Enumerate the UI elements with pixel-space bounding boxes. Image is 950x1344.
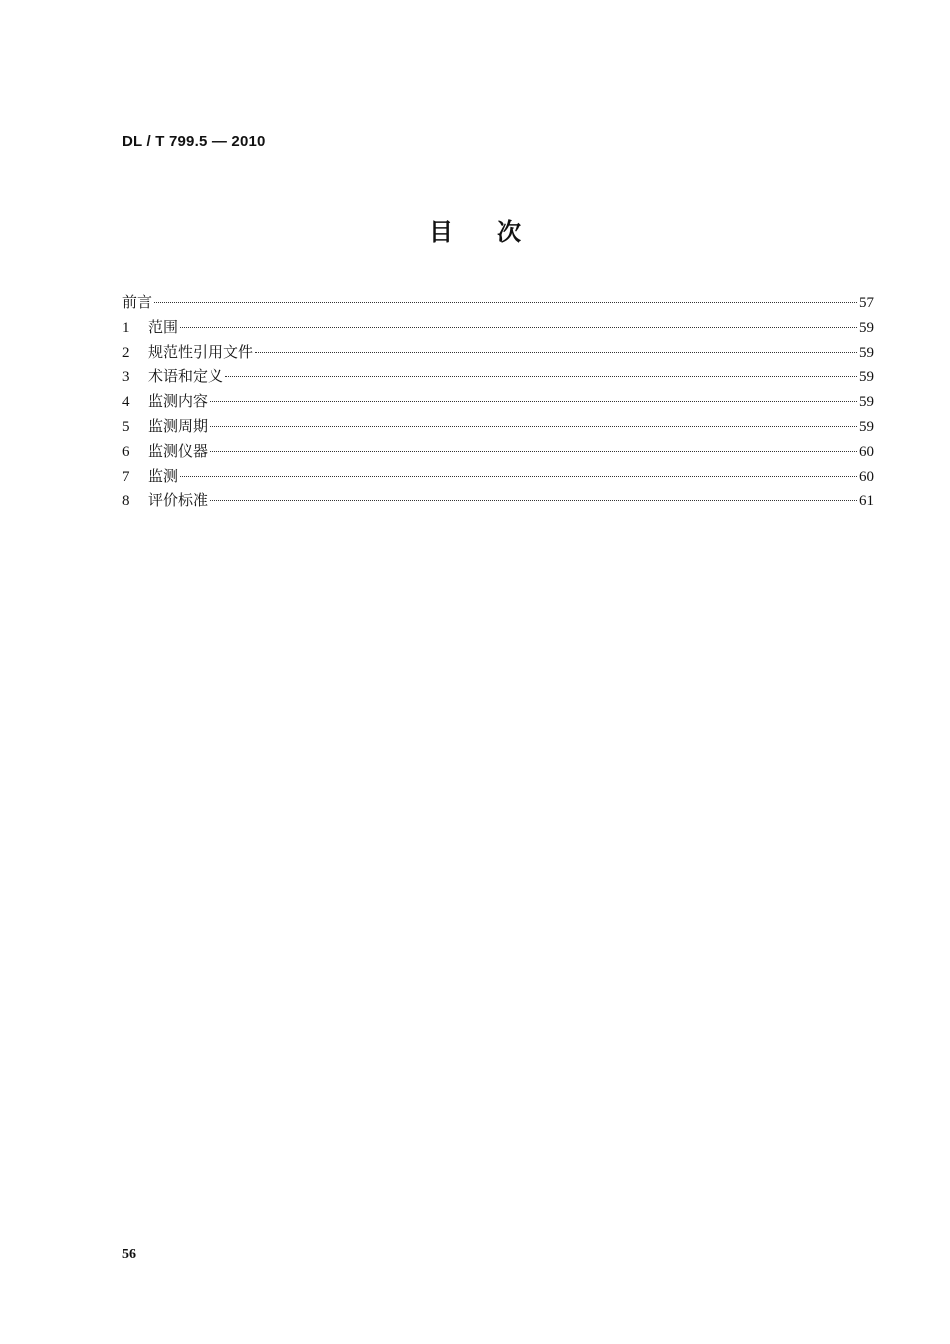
toc-label: 前言 bbox=[122, 293, 153, 311]
toc-label: 监测仪器 bbox=[148, 441, 209, 460]
toc-page-number: 60 bbox=[859, 468, 874, 485]
toc-page-number: 59 bbox=[859, 369, 874, 386]
toc-leader-dots bbox=[210, 401, 857, 402]
toc-entry-foreword[interactable] bbox=[122, 292, 874, 317]
toc-number: 4 bbox=[122, 394, 130, 411]
toc-number: 2 bbox=[122, 344, 130, 361]
toc-entry-8[interactable] bbox=[122, 490, 874, 515]
footer-page-number: 56 bbox=[122, 1247, 136, 1262]
toc-label: 评价标准 bbox=[148, 491, 209, 510]
toc-number: 8 bbox=[122, 493, 130, 510]
table-of-contents bbox=[122, 292, 874, 515]
toc-entry-2[interactable] bbox=[122, 342, 874, 367]
toc-leader-dots bbox=[225, 376, 857, 377]
toc-number: 3 bbox=[122, 369, 130, 386]
toc-page-number: 60 bbox=[859, 443, 874, 460]
toc-page-number: 59 bbox=[859, 418, 874, 435]
toc-page-number: 59 bbox=[859, 319, 874, 336]
toc-label: 术语和定义 bbox=[148, 367, 224, 386]
title-part-2: 次 bbox=[497, 218, 521, 246]
toc-number: 1 bbox=[122, 319, 130, 336]
toc-leader-dots bbox=[255, 352, 857, 353]
toc-number: 5 bbox=[122, 418, 130, 435]
toc-entry-4[interactable] bbox=[122, 391, 874, 416]
toc-page-number: 57 bbox=[859, 295, 874, 311]
toc-label: 监测 bbox=[148, 466, 179, 485]
toc-entry-3[interactable] bbox=[122, 366, 874, 391]
toc-label: 监测周期 bbox=[148, 416, 209, 435]
toc-entry-5[interactable] bbox=[122, 416, 874, 441]
toc-label: 规范性引用文件 bbox=[148, 342, 254, 361]
toc-entry-1[interactable] bbox=[122, 317, 874, 342]
toc-entry-6[interactable] bbox=[122, 441, 874, 466]
toc-leader-dots bbox=[210, 451, 857, 452]
toc-leader-dots bbox=[210, 500, 857, 501]
toc-entry-7[interactable] bbox=[122, 466, 874, 491]
toc-leader-dots bbox=[154, 302, 857, 303]
toc-number: 6 bbox=[122, 443, 130, 460]
toc-number: 7 bbox=[122, 468, 130, 485]
toc-leader-dots bbox=[180, 327, 857, 328]
toc-label: 监测内容 bbox=[148, 392, 209, 411]
title-part-1: 目 bbox=[429, 218, 453, 246]
page-title bbox=[0, 212, 950, 247]
toc-page-number: 59 bbox=[859, 394, 874, 411]
standard-code: DL / T 799.5 — 2010 bbox=[122, 133, 266, 150]
toc-leader-dots bbox=[180, 476, 857, 477]
toc-label: 范围 bbox=[148, 317, 179, 336]
toc-page-number: 59 bbox=[859, 344, 874, 361]
toc-page-number: 61 bbox=[859, 493, 874, 510]
toc-leader-dots bbox=[210, 426, 857, 427]
